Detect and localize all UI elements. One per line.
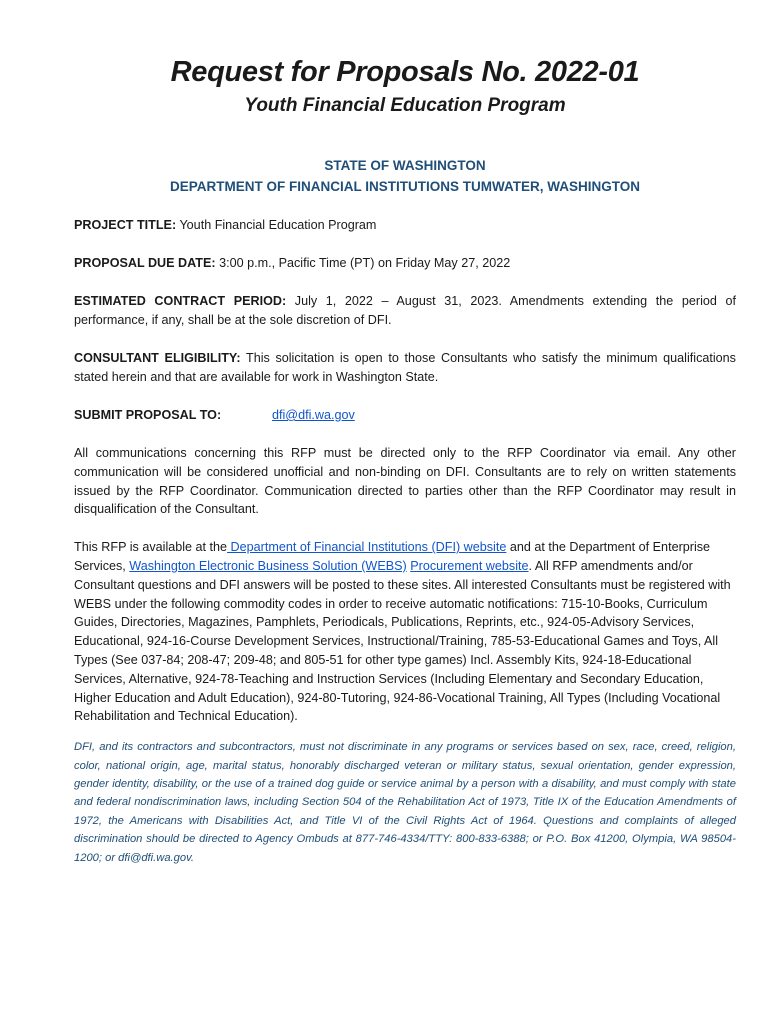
due-date-field — [74, 254, 736, 273]
submit-email-link[interactable]: dfi@dfi.wa.gov — [272, 408, 355, 422]
project-title-label: PROJECT TITLE: — [74, 218, 177, 232]
state-name: STATE OF WASHINGTON — [324, 158, 486, 173]
project-title-value: Youth Financial Education Program — [179, 218, 377, 232]
availability-text-1: This RFP is available at the — [74, 540, 228, 555]
availability-text-4: . All RFP amendments and/or Consultant questions and DFI answers will be posted to these sites. All interested Consultants must be registered with WEBS under the following commodity codes in order to receive automatic notifications: 715-10-Books, Curriculum Guides, Directories, Magazines, Pamphlets, Periodicals, Publications, Reprints, etc., 924-05-Advisory Services, Educational, 924-16-Course Development Services, Instructional/Training, 785-53-Educational Games and Toys, All Types (See 037-84; 208-47; 209-48; and 805-51 for other type games) Incl. Assembly Kits, 924-18-Educational Services, Alternative, 924-78-Teaching and Instruction Services (Including Elementary and Secondary Education, Higher Education and Adult Education), 924-80-Tutoring, 924-86-Vocational Training, All Types (Including Vocational Rehabilitation and Technical Education). — [74, 558, 731, 724]
eligibility-field — [74, 349, 736, 387]
due-date-value: 3:00 p.m., Pacific Time (PT) on Friday May 27, 2022 — [219, 256, 511, 270]
contract-period-label: ESTIMATED CONTRACT PERIOD: — [74, 294, 287, 308]
department-name: DEPARTMENT OF FINANCIAL INSTITUTIONS TUMWATER, WASHINGTON — [170, 179, 640, 194]
due-date-label: PROPOSAL DUE DATE: — [74, 256, 216, 270]
webs-link[interactable]: Washington Electronic Business Solution (WEBS) — [129, 558, 407, 573]
availability-text-2: and at the Department of Enterprise Services, — [74, 540, 711, 573]
submit-proposal-label: SUBMIT PROPOSAL TO: — [74, 408, 222, 422]
submit-proposal-field — [74, 406, 736, 425]
eligibility-label: CONSULTANT ELIGIBILITY: — [74, 351, 241, 365]
eligibility-value: This solicitation is open to those Consultants who satisfy the minimum qualifications stated herein and that are available for work in Washington State. — [74, 351, 736, 384]
project-title-field — [74, 216, 736, 235]
page-title: Request for Proposals No. 2022-01 — [170, 56, 640, 88]
dfi-website-link[interactable]: Department of Financial Institutions (DFI) website — [227, 540, 507, 555]
contract-period-field — [74, 292, 736, 330]
availability-paragraph — [74, 538, 736, 726]
nondiscrimination-notice: DFI, and its contractors and subcontractors, must not discriminate in any programs or services based on sex, race, creed, religion, color, national origin, age, marital status, honorably discharged veteran or military status, sexual orientation, gender expression, gender identity, disability, or the use of a trained dog guide or service animal by a person with a disability, and must comply with state and federal nondiscrimination laws, including Section 504 of the Rehabilitation Act of 1973, Title IX of the Education Amendments of 1972, the Americans with Disabilities Act, and Title VI of the Civil Rights Act of 1964. Questions and complaints of alleged discrimination should be directed to Agency Ombuds at 877-746-4334/TTY: 800-833-6388; or P.O. Box 41200, Olympia, WA 98504-1200; or dfi@dfi.wa.gov. — [74, 741, 736, 864]
page-subtitle: Youth Financial Education Program — [244, 95, 566, 116]
contract-period-value: July 1, 2022 – August 31, 2023. Amendments extending the period of performance, if any, shall be at the sole discretion of DFI. — [74, 294, 736, 327]
procurement-website-link[interactable]: Procurement website — [410, 558, 529, 573]
communications-paragraph: All communications concerning this RFP must be directed only to the RFP Coordinator via email. Any other communication will be considered unofficial and non-binding on DFI. Consultants are to rely on written statements issued by the RFP Coordinator. Communication directed to parties other than the RFP Coordinator may result in disqualification of the Consultant. — [74, 446, 736, 517]
agency-heading — [74, 155, 736, 197]
